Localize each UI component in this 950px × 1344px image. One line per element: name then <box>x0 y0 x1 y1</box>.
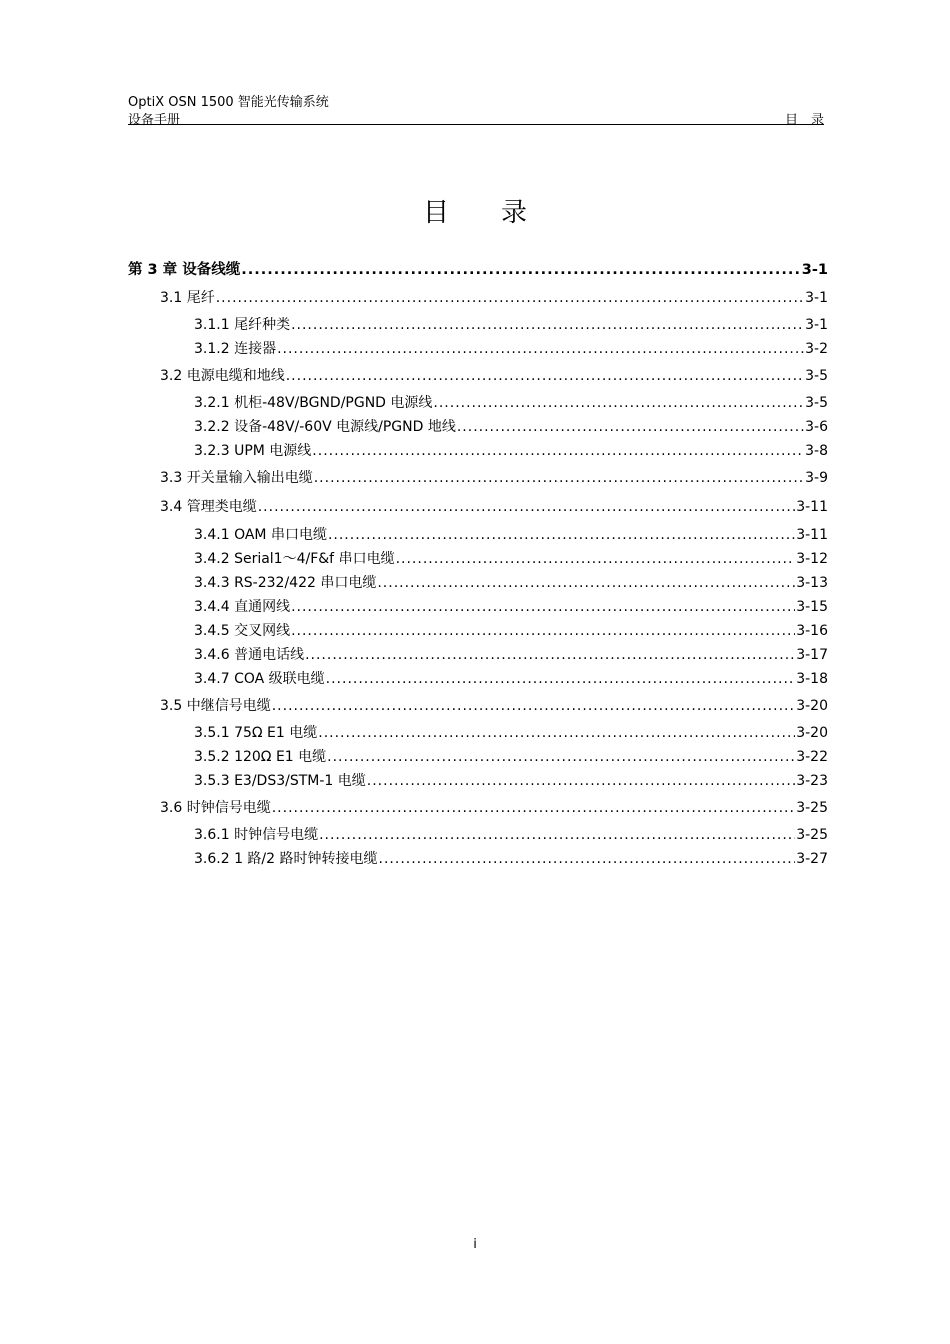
toc-leader-dots <box>291 599 795 615</box>
toc-leader-dots <box>277 341 804 357</box>
toc-entry[interactable] <box>160 365 828 385</box>
toc-entry-page: 3-1 <box>805 290 828 306</box>
toc-entry-title: 3.5 中继信号电缆 <box>160 698 271 714</box>
toc-leader-dots <box>312 443 804 459</box>
toc-entry-title: 3.4.3 RS-232/422 串口电缆 <box>194 575 377 591</box>
toc-leader-dots <box>379 851 796 867</box>
toc-entry[interactable] <box>194 746 828 766</box>
toc-leader-dots <box>327 749 795 765</box>
toc-entry-title: 3.4.4 直通网线 <box>194 599 291 615</box>
toc-entry[interactable] <box>194 848 828 868</box>
toc-entry[interactable] <box>194 524 828 544</box>
toc-leader-dots <box>216 290 804 306</box>
page-title: 目 录 <box>422 198 527 228</box>
toc-entry-title: 3.2.3 UPM 电源线 <box>194 443 312 459</box>
toc-entry-page: 3-27 <box>796 851 828 867</box>
toc-entry-title: 3.5.3 E3/DS3/STM-1 电缆 <box>194 773 366 789</box>
page-number: i <box>473 1237 477 1252</box>
toc-entry-title: 第 3 章 设备线缆 <box>128 262 241 278</box>
toc-entry-title: 3.4.5 交叉网线 <box>194 623 291 639</box>
toc-entry-page: 3-5 <box>805 395 828 411</box>
toc-entry-page: 3-5 <box>805 368 828 384</box>
toc-entry-page: 3-23 <box>796 773 828 789</box>
toc-entry[interactable] <box>194 548 828 568</box>
toc-entry-title: 3.4.6 普通电话线 <box>194 647 305 663</box>
toc-entry-page: 3-15 <box>796 599 828 615</box>
toc-leader-dots <box>328 527 795 543</box>
toc-entry[interactable] <box>160 695 828 715</box>
toc-entry[interactable] <box>194 572 828 592</box>
toc-entry[interactable] <box>194 668 828 688</box>
toc-entry-title: 3.4.7 COA 级联电缆 <box>194 671 325 687</box>
toc-entry-page: 3-16 <box>796 623 828 639</box>
header-divider <box>128 124 824 125</box>
toc-entry-page: 3-11 <box>796 527 828 543</box>
toc-entry[interactable] <box>194 392 828 412</box>
header-product-title: OptiX OSN 1500 智能光传输系统 <box>128 95 329 110</box>
toc-leader-dots <box>305 647 795 663</box>
toc-entry-page: 3-8 <box>805 443 828 459</box>
toc-leader-dots <box>457 419 804 435</box>
toc-entry-title: 3.6.1 时钟信号电缆 <box>194 827 319 843</box>
toc-leader-dots <box>291 623 795 639</box>
toc-entry-title: 3.5.2 120Ω E1 电缆 <box>194 749 327 765</box>
toc-leader-dots <box>433 395 804 411</box>
toc-entry-page: 3-2 <box>805 341 828 357</box>
toc-entry[interactable] <box>194 722 828 742</box>
toc-entry[interactable] <box>194 314 828 334</box>
toc-entry-title: 3.2 电源电缆和地线 <box>160 368 285 384</box>
toc-entry-page: 3-17 <box>796 647 828 663</box>
toc-entry[interactable] <box>194 440 828 460</box>
toc-leader-dots <box>377 575 795 591</box>
toc-leader-dots <box>318 725 795 741</box>
toc-leader-dots <box>241 262 801 278</box>
toc-entry-page: 3-1 <box>801 262 828 278</box>
toc-entry-title: 3.3 开关量输入输出电缆 <box>160 470 313 486</box>
toc-leader-dots <box>272 698 796 714</box>
toc-leader-dots <box>367 773 795 789</box>
toc-entry-page: 3-18 <box>796 671 828 687</box>
toc-entry[interactable] <box>194 596 828 616</box>
toc-entry-title: 3.6.2 1 路/2 路时钟转接电缆 <box>194 851 378 867</box>
toc-leader-dots <box>272 800 796 816</box>
toc-entry[interactable] <box>128 258 828 279</box>
header-section-name: 目 录 <box>784 113 824 128</box>
toc-entry[interactable] <box>160 496 828 516</box>
toc-leader-dots <box>319 827 795 843</box>
toc-entry-page: 3-20 <box>796 698 828 714</box>
toc-entry[interactable] <box>194 620 828 640</box>
toc-entry-title: 3.4.1 OAM 串口电缆 <box>194 527 327 543</box>
header-manual-name: 设备手册 <box>128 113 181 128</box>
toc-entry-page: 3-25 <box>796 827 828 843</box>
toc-entry[interactable] <box>160 797 828 817</box>
toc-entry[interactable] <box>194 644 828 664</box>
toc-entry-title: 3.4 管理类电缆 <box>160 499 257 515</box>
toc-entry-title: 3.1.2 连接器 <box>194 341 277 357</box>
toc-entry-page: 3-13 <box>796 575 828 591</box>
toc-entry-title: 3.6 时钟信号电缆 <box>160 800 271 816</box>
toc-entry[interactable] <box>194 824 828 844</box>
toc-entry[interactable] <box>194 338 828 358</box>
toc-entry-page: 3-1 <box>805 317 828 333</box>
header-subline <box>128 109 824 128</box>
toc-entry-page: 3-6 <box>805 419 828 435</box>
toc-entry-page: 3-25 <box>796 800 828 816</box>
toc-entry-page: 3-12 <box>796 551 828 567</box>
toc-entry[interactable] <box>194 416 828 436</box>
toc-leader-dots <box>291 317 804 333</box>
toc-entry[interactable] <box>160 467 828 487</box>
toc-leader-dots <box>396 551 796 567</box>
toc-leader-dots <box>314 470 804 486</box>
toc-entry-title: 3.5.1 75Ω E1 电缆 <box>194 725 318 741</box>
toc-leader-dots <box>286 368 804 384</box>
toc-entry-page: 3-9 <box>805 470 828 486</box>
toc-entry-page: 3-22 <box>796 749 828 765</box>
toc-leader-dots <box>258 499 796 515</box>
toc-entry-page: 3-20 <box>796 725 828 741</box>
toc-entry-title: 3.1 尾纤 <box>160 290 215 306</box>
toc-entry-title: 3.2.1 机柜-48V/BGND/PGND 电源线 <box>194 395 433 411</box>
toc-entry[interactable] <box>194 770 828 790</box>
toc-leader-dots <box>326 671 796 687</box>
toc-entry-page: 3-11 <box>796 499 828 515</box>
toc-entry-title: 3.4.2 Serial1～4/F&f 串口电缆 <box>194 551 395 567</box>
toc-entry-title: 3.1.1 尾纤种类 <box>194 317 291 333</box>
toc-entry-title: 3.2.2 设备-48V/-60V 电源线/PGND 地线 <box>194 419 456 435</box>
toc-entry[interactable] <box>160 287 828 307</box>
